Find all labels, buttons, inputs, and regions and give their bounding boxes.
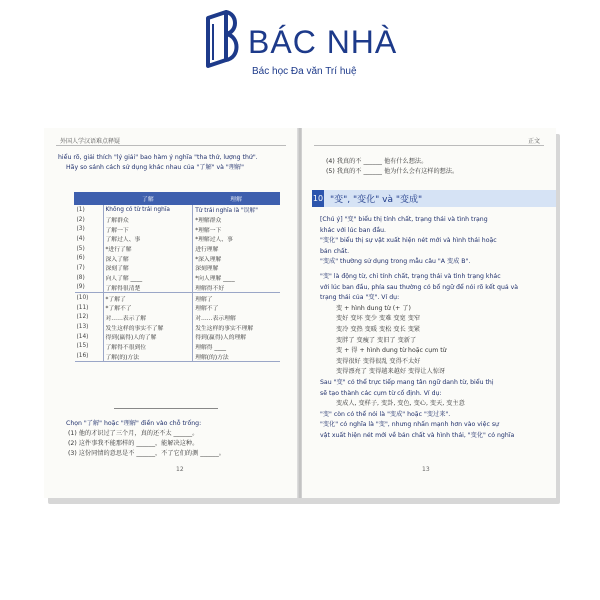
cell-lijie: 对……表示理解	[193, 313, 280, 323]
body-line: [Chú ý] "变" biểu thị tính chất, trạng thái và tình trạng	[320, 216, 488, 223]
body-line: 变好 变坏 变少 变难 变宽 变窄	[336, 315, 421, 323]
brand-logo	[202, 10, 402, 90]
row-number: (2)	[76, 216, 85, 223]
comparison-table	[74, 192, 280, 362]
left-page	[44, 128, 299, 498]
cell-liaojie: 发生这样的事实不了解	[103, 322, 193, 332]
table-row	[75, 253, 280, 263]
cell-liaojie: 深入了解	[103, 253, 193, 263]
brand-tagline: Bác học Đa văn Trí huệ	[252, 66, 357, 77]
body-line: "变成" thường sử dụng trong mẫu câu "A 变成 B".	[320, 258, 471, 266]
right-head-rule	[314, 145, 544, 146]
table-row	[75, 234, 280, 244]
body-line: bản chất.	[320, 247, 350, 255]
body-line: vật xuất hiện nét mới về bản chất và hình thái, "变化" có nghĩa	[320, 432, 515, 439]
right-running-head: 正文	[527, 138, 540, 145]
table-row	[75, 215, 280, 225]
right-page-number: 13	[422, 466, 430, 473]
cell-lijie: 理解得不好	[193, 283, 280, 293]
table-row	[75, 293, 280, 303]
cell-liaojie: 了解(的)方法	[103, 351, 193, 361]
cell-liaojie: 了解一下	[103, 224, 193, 234]
row-number: (12)	[76, 314, 89, 321]
cell-lijie: 进行理解	[193, 244, 280, 254]
table-row	[75, 322, 280, 332]
table-row	[75, 273, 280, 283]
right-page	[302, 128, 556, 498]
intro-part-2: giải thích	[83, 154, 112, 161]
body-line: 变冷 变热 变暖 变松 变长 变紧	[336, 326, 421, 333]
left-head-rule	[56, 145, 286, 146]
exercise-1: (1) 他的才识过了三个月，真的还不太 ______。	[68, 430, 199, 437]
intro-part-3: "lý giải" bao hàm ý nghĩa "tha thứ, lượng thứ".	[113, 154, 258, 161]
body-line: 变成人, 变样子, 变卦, 变色, 变心, 变天, 变主意	[336, 400, 465, 408]
cell-liaojie: 对……表示了解	[103, 313, 193, 323]
row-number: (6)	[76, 255, 85, 262]
left-page-number: 12	[176, 466, 184, 473]
row-number: (9)	[76, 284, 85, 291]
table-row	[75, 303, 280, 313]
cell-lijie: 深刻理解	[193, 263, 280, 273]
cell-lijie: 发生这样的事实不理解	[193, 322, 280, 332]
row-number: (7)	[76, 264, 85, 271]
section-number: 10	[312, 194, 324, 203]
body-line: 变得很好 变得很乱 变得不太好	[336, 357, 421, 365]
cell-lijie: 理解得 ____	[193, 342, 280, 352]
table-row	[75, 205, 280, 215]
row-number: (13)	[76, 324, 89, 331]
left-running-head: 外国人学汉语难点释疑	[60, 138, 121, 145]
brand-name: BÁC NHÀ	[248, 24, 398, 60]
cell-liaojie: 深刻了解	[103, 263, 193, 273]
cell-lijie: 理解(的)方法	[193, 351, 280, 361]
body-line: trạng thái của "变". Ví dụ:	[320, 294, 400, 302]
row-number: (5)	[76, 245, 85, 252]
table-header-liaojie: 了解	[103, 193, 193, 205]
cell-liaojie: *了解了	[103, 293, 193, 303]
exercise-2: (2) 这件事我不能那样的 ______，能解决这种。	[68, 440, 199, 447]
row-number: (8)	[76, 274, 85, 281]
body-line: "变" là động từ, chỉ tính chất, trạng thái và tình trạng khác	[320, 273, 501, 280]
row-number: (3)	[76, 226, 85, 233]
table-row	[75, 263, 280, 273]
section-title: "变", "变化" và "变成"	[330, 195, 423, 205]
body-line: với lúc ban đầu, phía sau thường có bổ ngữ để nói rõ kết quả và	[320, 283, 519, 291]
table-row	[75, 224, 280, 234]
cell-liaojie: 得到(赢得)人的了解	[103, 332, 193, 342]
cell-lijie: 理解不了	[193, 303, 280, 313]
body-line: 变得漂亮了 变得越来越好 变得让人惊讶	[336, 368, 446, 376]
table-row	[75, 351, 280, 361]
exercise-3: (3) 这份同情的意思是不 ______，不了它们的测 ______。	[68, 450, 225, 457]
table-row	[75, 342, 280, 352]
row-number: (1)	[76, 206, 85, 213]
cell-lijie: *向人理解 ____	[193, 273, 280, 283]
right-top-line-2: (5) 我真的不 ______ 他为什么会有这样的想法。	[326, 168, 459, 175]
cell-liaojie: Không có từ trái nghĩa	[103, 205, 193, 215]
body-line: "变化" có nghĩa là "变", nhưng nhấn mạnh hơn vào việc sự	[320, 421, 499, 429]
cell-lijie: *深入理解	[193, 253, 280, 263]
intro-part-1: hiểu rõ	[58, 154, 80, 161]
book-logo-icon	[202, 10, 242, 70]
body-line: 变 + 得 + hình dung từ hoặc cụm từ	[336, 347, 447, 355]
table-row	[75, 244, 280, 254]
cell-liaojie: *了解不了	[103, 303, 193, 313]
row-number: (4)	[76, 235, 85, 242]
section-title-bar	[312, 190, 556, 207]
cell-lijie: *理解过人、事	[193, 234, 280, 244]
intro-line-2: Hãy so sánh cách sử dụng khác nhau của "了解" và "理解"	[66, 164, 244, 171]
cell-liaojie: 向人了解 ____	[103, 273, 193, 283]
body-line: "变" còn có thể nói là "变成" hoặc "变过来".	[320, 410, 451, 418]
section-divider	[114, 408, 218, 409]
body-line: sẽ tạo thành các cụm từ cố định. Ví dụ:	[320, 389, 442, 397]
body-line: khác với lúc ban đầu.	[320, 226, 387, 234]
cell-lijie: Từ trái nghĩa là "误解"	[193, 205, 280, 215]
intro-line-1: hiểu rõ, giải thích "lý giải" bao hàm ý nghĩa "tha thứ, lượng thứ".	[58, 154, 258, 161]
cell-liaojie: *进行了解	[103, 244, 193, 254]
cell-lijie: *理解群众	[193, 215, 280, 225]
body-line: 变 + hình dung từ (+ 了)	[336, 304, 411, 312]
table-row	[75, 332, 280, 342]
cell-liaojie: 了解得很清楚	[103, 283, 193, 293]
right-top-line-1: (4) 我真的不 ______ 他有什么想法。	[326, 158, 428, 165]
table-header-num	[75, 193, 104, 205]
body-line: 变胖了 变瘦了 变旧了 变新了	[336, 336, 417, 344]
open-book	[44, 128, 556, 498]
body-line: Sau "变" có thể trực tiếp mang tân ngữ danh từ, biểu thị	[320, 379, 494, 386]
exercise-title: Chọn "了解" hoặc "理解" điền vào chỗ trống:	[66, 420, 202, 427]
cell-liaojie: 了解群众	[103, 215, 193, 225]
row-number: (11)	[76, 304, 89, 311]
table-row	[75, 283, 280, 293]
row-number: (14)	[76, 333, 89, 340]
cell-liaojie: 了解得不很到位	[103, 342, 193, 352]
cell-lijie: *理解一下	[193, 224, 280, 234]
body-line: "变化" biểu thị sự vật xuất hiện nét mới và hình thái hoặc	[320, 237, 497, 245]
row-number: (15)	[76, 343, 89, 350]
row-number: (16)	[76, 353, 89, 360]
table-row	[75, 313, 280, 323]
table-header-lijie: 理解	[193, 193, 280, 205]
cell-liaojie: 了解过人、事	[103, 234, 193, 244]
cell-lijie: 理解了	[193, 293, 280, 303]
row-number: (10)	[75, 293, 104, 303]
cell-lijie: 得到(赢得)人的理解	[193, 332, 280, 342]
